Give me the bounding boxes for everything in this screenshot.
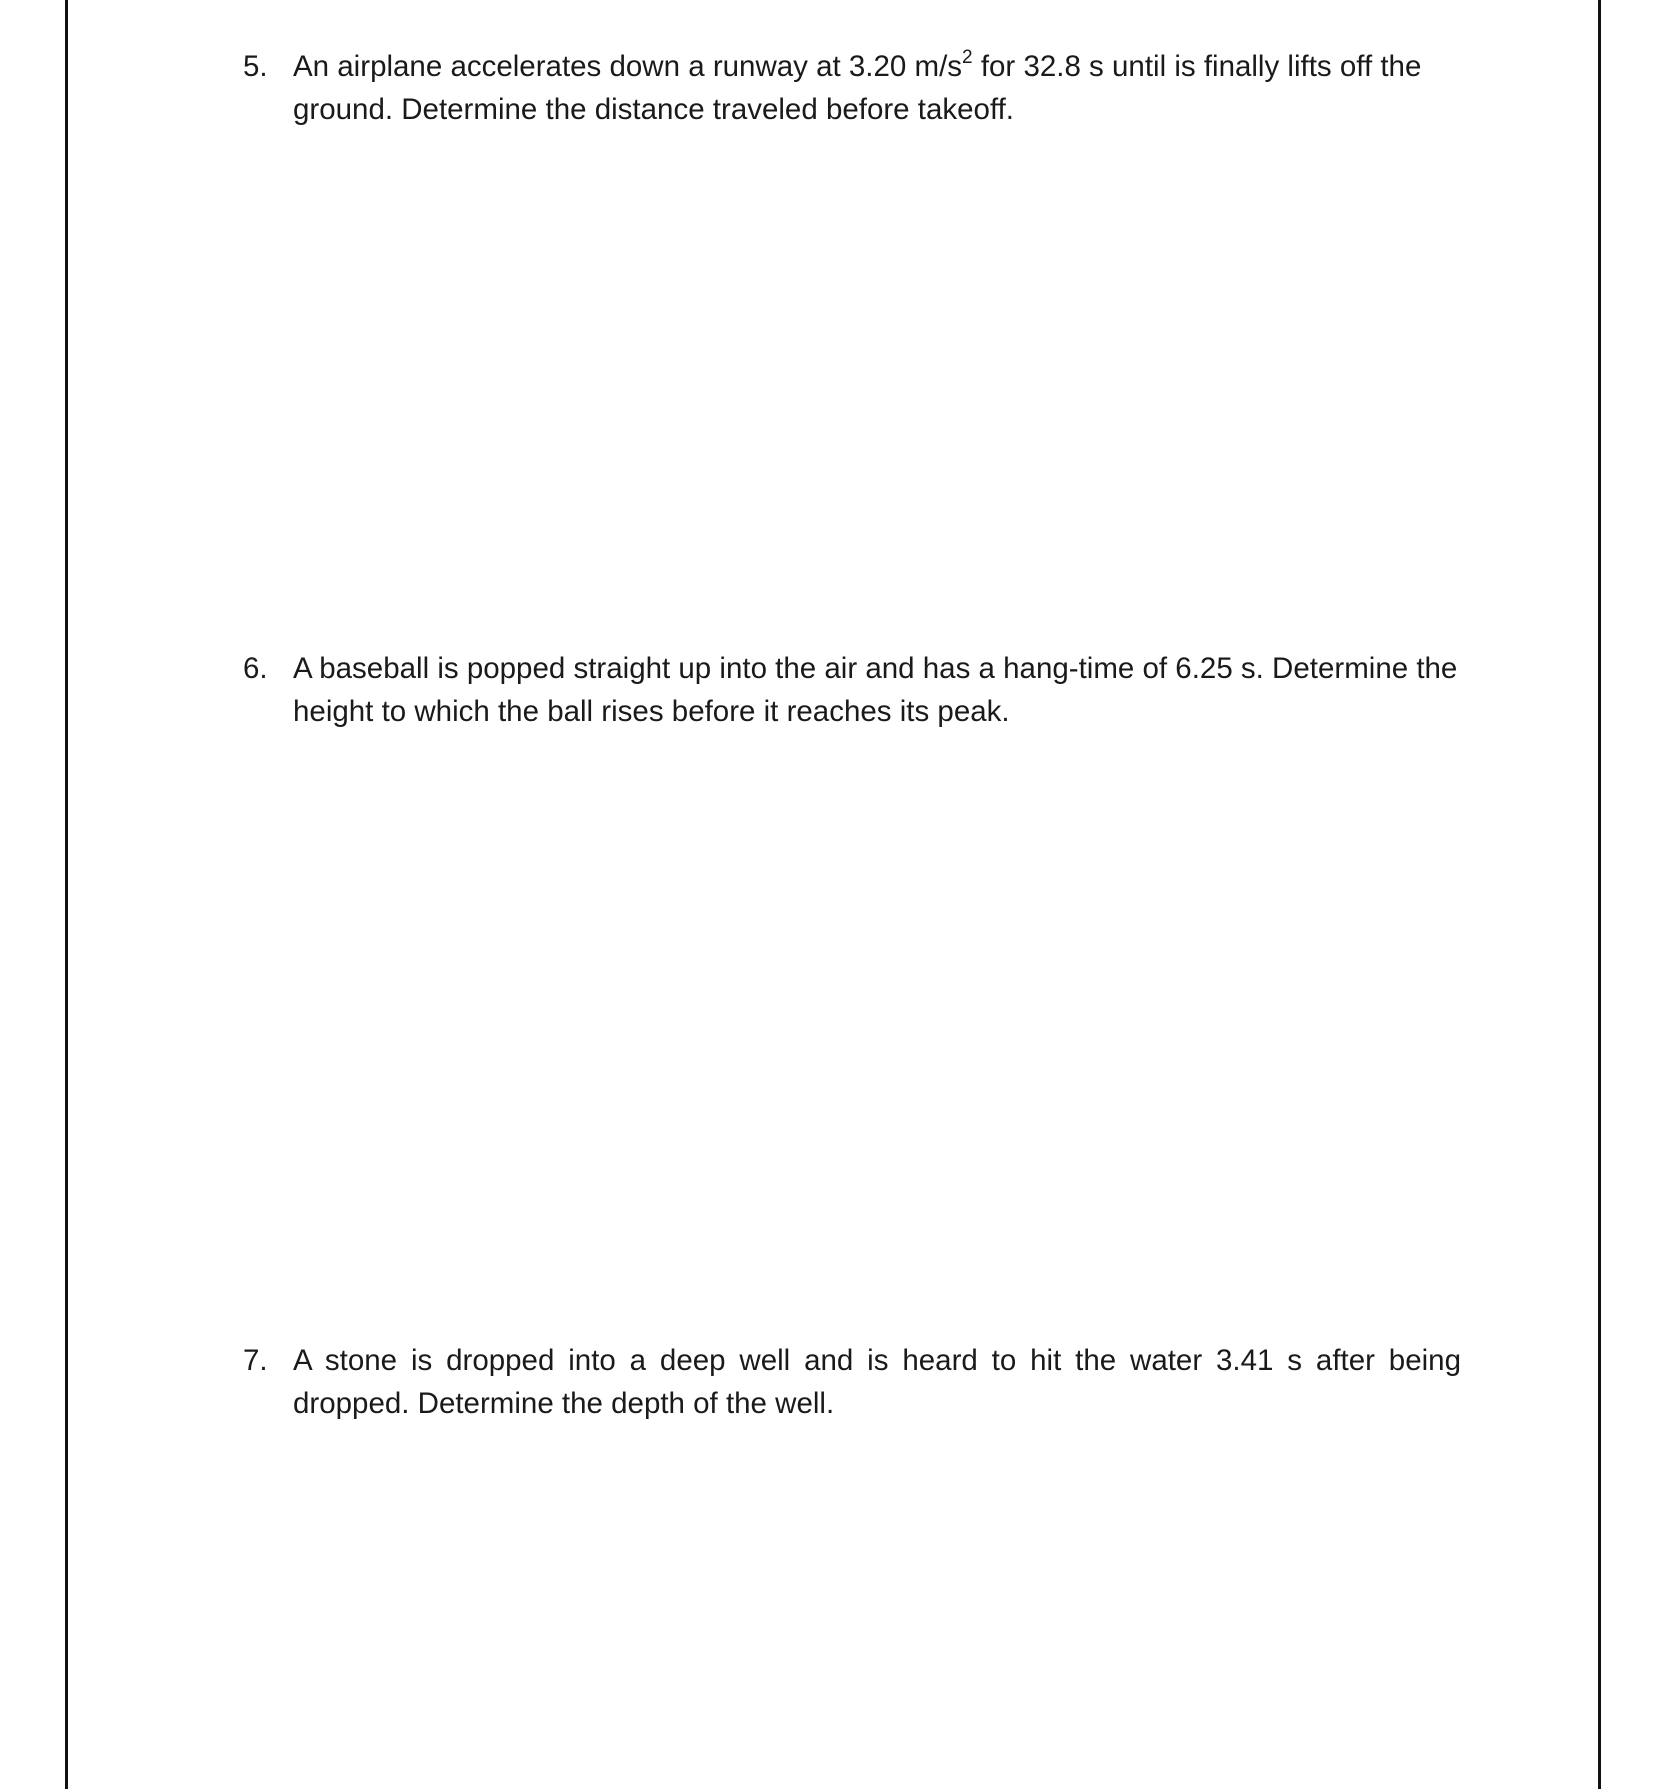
problem-6 bbox=[243, 647, 1461, 733]
problem-7 bbox=[243, 1339, 1461, 1425]
problem-5 bbox=[243, 45, 1461, 131]
problem-text: A stone is dropped into a deep well and is heard to hit the water 3.41 s after being dropped. Determine the depth of the well. bbox=[293, 1344, 1461, 1420]
problem-number: 5. bbox=[243, 50, 268, 83]
worksheet-page bbox=[65, 0, 1601, 1789]
problem-text-part: for 32.8 s until is finally lifts off the ground. Determine the distance traveled before takeoff. bbox=[293, 50, 1422, 126]
problem-number: 6. bbox=[243, 652, 268, 685]
problem-text: A baseball is popped straight up into the air and has a hang-time of 6.25 s. Determine the height to which the ball rises before it reaches its peak. bbox=[293, 652, 1458, 728]
problem-text bbox=[293, 45, 1461, 131]
problem-text-part: An airplane accelerates down a runway at 3.20 m/s bbox=[293, 50, 963, 83]
exponent: 2 bbox=[962, 47, 973, 69]
problem-number: 7. bbox=[243, 1344, 268, 1377]
